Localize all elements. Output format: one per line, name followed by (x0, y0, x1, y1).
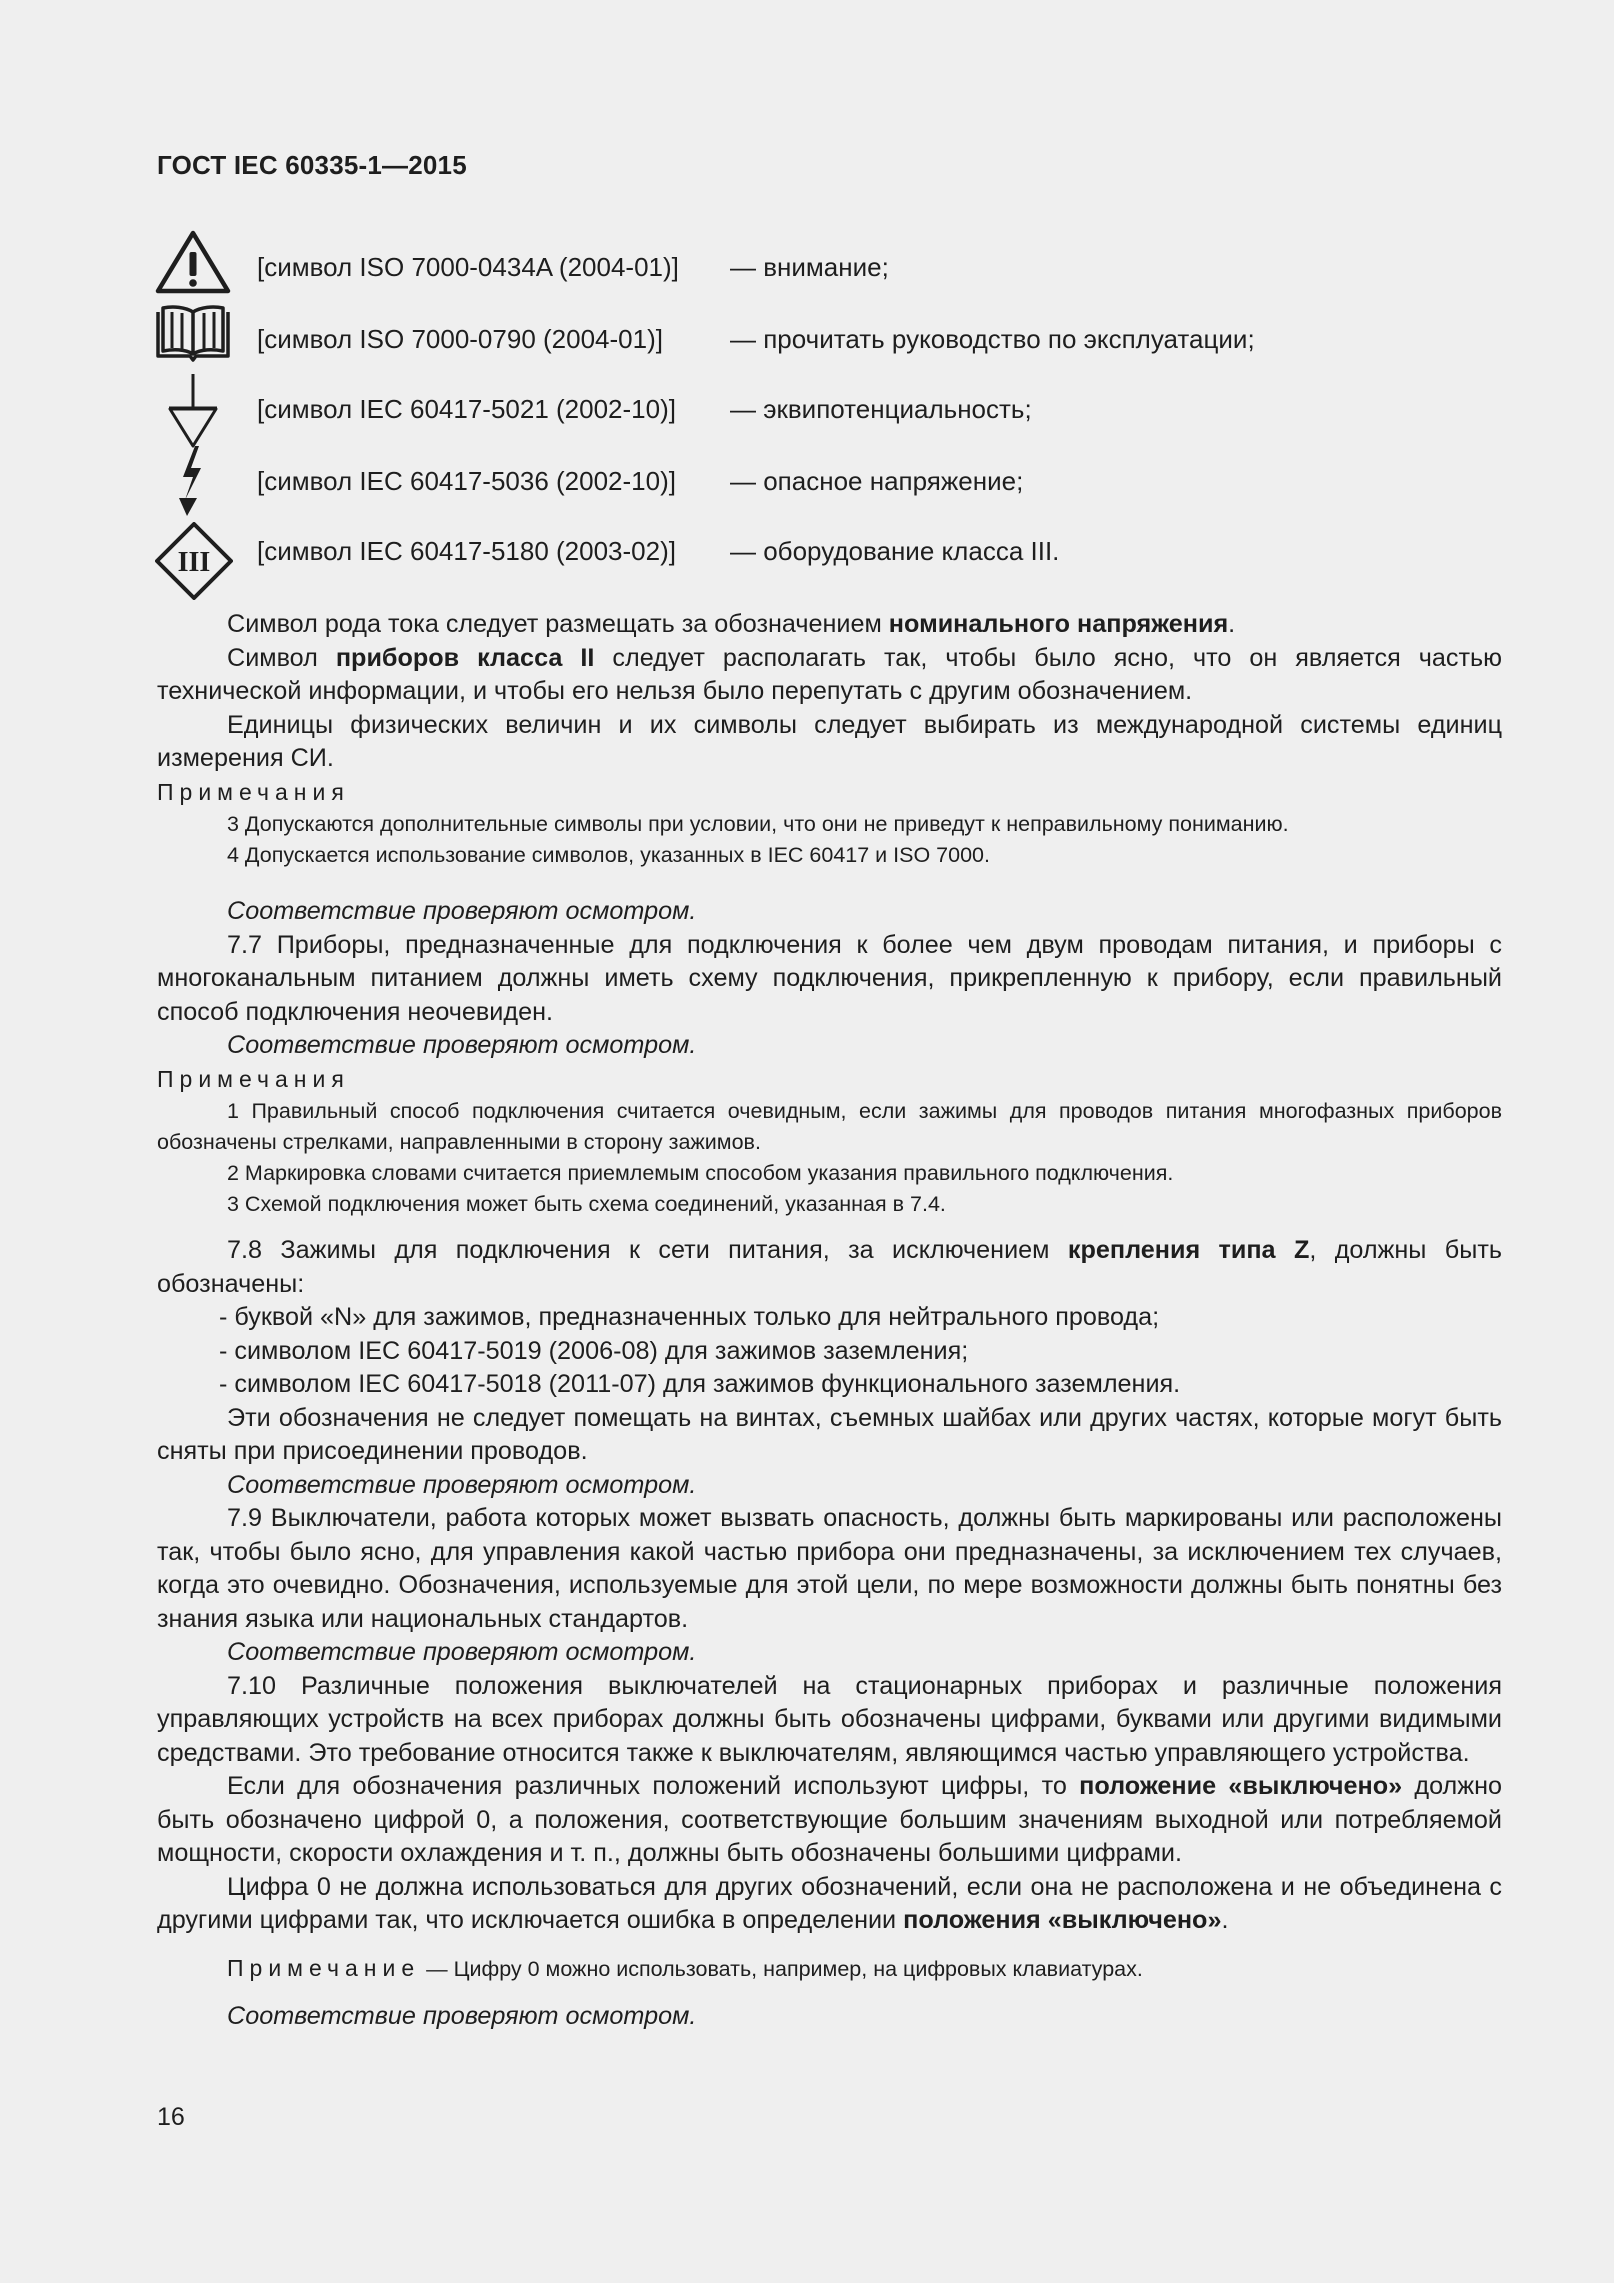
symbol-row-class-iii (0, 524, 1614, 594)
document-header: ГОСТ IEC 60335-1—2015 (157, 150, 467, 180)
symbol-desc: — эквипотенциальность; (730, 394, 1032, 424)
paragraph: Эти обозначения не следует помещать на винтах, съемных шайбах или других частях, которые могут быть сняты при присоединении проводов. (157, 1403, 1502, 1465)
list-item: - буквой «N» для зажимов, предназначенных только для нейтрального провода; (219, 1303, 1160, 1331)
clause-7-10: 7.10 Различные положения выключателей на стационарных приборах и различные положения управляющих устройств на всех приборах должны быть обозначены цифрами, буквами или другими видимыми средствами. Это требование относится также к выключателям, являющимся частью управляющего устройства. (157, 1671, 1502, 1767)
symbol-desc: — внимание; (730, 252, 889, 282)
paragraph: Символ приборов класса II следует располагать так, чтобы было ясно, что он является частью технической информации, и чтобы его нельзя было перепутать с другим обозначением. (157, 643, 1503, 705)
symbol-desc: — оборудование класса III. (730, 536, 1060, 566)
inline-note: Примечание — Цифру 0 можно использовать, например, на цифровых клавиатурах. (227, 1954, 1143, 1981)
paragraph: Если для обозначения различных положений используют цифры, то положение «выключено» должно быть обозначено цифрой 0, а положения, соответствующие большим значениям выходной или потребляемой мощности, скорости охлаждения и т. п., должны быть обозначены большими цифрами. (157, 1772, 1502, 1867)
compliance-check: Соответствие проверяют осмотром. (227, 897, 697, 925)
symbol-row-dangerous-voltage (0, 450, 1614, 520)
compliance-check: Соответствие проверяют осмотром. (227, 2002, 697, 2030)
notes-title: Примечания (157, 1065, 350, 1092)
compliance-check: Соответствие проверяют осмотром. (227, 1638, 697, 1666)
open-book-icon (155, 304, 231, 364)
clause-7-9: 7.9 Выключатели, работа которых может вызвать опасность, должны быть маркированы или расположены так, чтобы было ясно, для управления какой частью прибора они предназначены, за исключением тех случаев, когда это очевидно. Обозначения, используемые для этой цели, по мере возможности должны быть понятны без знания языка или национальных стандартов. (157, 1504, 1502, 1633)
note-item: 4 Допускается использование символов, указанных в IEC 60417 и ISO 7000. (227, 843, 990, 867)
clause-7-7: 7.7 Приборы, предназначенные для подключения к более чем двум проводам питания, и приборы с многоканальным питанием должны иметь схему подключения, прикрепленную к прибору, если правильный способ подключения неочевиден. (157, 930, 1502, 1026)
note-item: 3 Допускаются дополнительные символы при условии, что они не приведут к неправильному пониманию. (227, 812, 1289, 836)
note-item: 3 Схемой подключения может быть схема соединений, указанная в 7.4. (227, 1192, 946, 1216)
symbol-row-manual (0, 300, 1614, 370)
paragraph: Цифра 0 не должна использоваться для других обозначений, если она не расположена и не объединена с другими цифрами так, что исключается ошибка в определении положения «выключено». (157, 1872, 1502, 1934)
list-item: - символом IEC 60417-5018 (2011-07) для зажимов функционального заземления. (219, 1370, 1181, 1398)
compliance-check: Соответствие проверяют осмотром. (227, 1470, 697, 1499)
warning-triangle-icon (155, 230, 231, 294)
symbol-desc: — опасное напряжение; (730, 466, 1024, 496)
symbol-ref: [символ ISO 7000-0790 (2004-01)] (257, 324, 663, 354)
page-number: 16 (157, 2103, 185, 2131)
note-item: 1 Правильный способ подключения считается очевидным, если зажимы для проводов питания многофазных приборов обозначены стрелками, направленными в сторону зажимов. (157, 1099, 1502, 1154)
symbol-ref: [символ ISO 7000-0434A (2004-01)] (257, 252, 679, 282)
symbol-row-warning (0, 228, 1614, 298)
list-item: - символом IEC 60417-5019 (2006-08) для зажимов заземления; (219, 1336, 969, 1365)
class-iii-label: III (177, 547, 211, 578)
notes-title: Примечания (157, 778, 350, 805)
clause-7-8: 7.8 Зажимы для подключения к сети питания, за исключением крепления типа Z, должны быть обозначены: (157, 1236, 1502, 1298)
symbol-ref: [символ IEC 60417-5021 (2002-10)] (257, 394, 676, 424)
class-iii-diamond-icon (155, 522, 233, 600)
compliance-check: Соответствие проверяют осмотром. (227, 1031, 697, 1059)
document-body (157, 608, 1502, 2034)
symbol-row-equipotential (0, 372, 1614, 442)
symbol-ref: [символ IEC 60417-5180 (2003-02)] (257, 536, 676, 566)
symbol-ref: [символ IEC 60417-5036 (2002-10)] (257, 466, 676, 496)
paragraph: Единицы физических величин и их символы следует выбирать из международной системы единиц измерения СИ. (157, 710, 1502, 772)
lightning-arrow-icon (155, 444, 231, 516)
symbol-desc: — прочитать руководство по эксплуатации; (730, 324, 1255, 354)
paragraph: Символ рода тока следует размещать за обозначением номинального напряжения. (227, 610, 1236, 638)
note-item: 2 Маркировка словами считается приемлемым способом указания правильного подключения. (227, 1161, 1174, 1185)
equipotential-icon (155, 372, 231, 448)
